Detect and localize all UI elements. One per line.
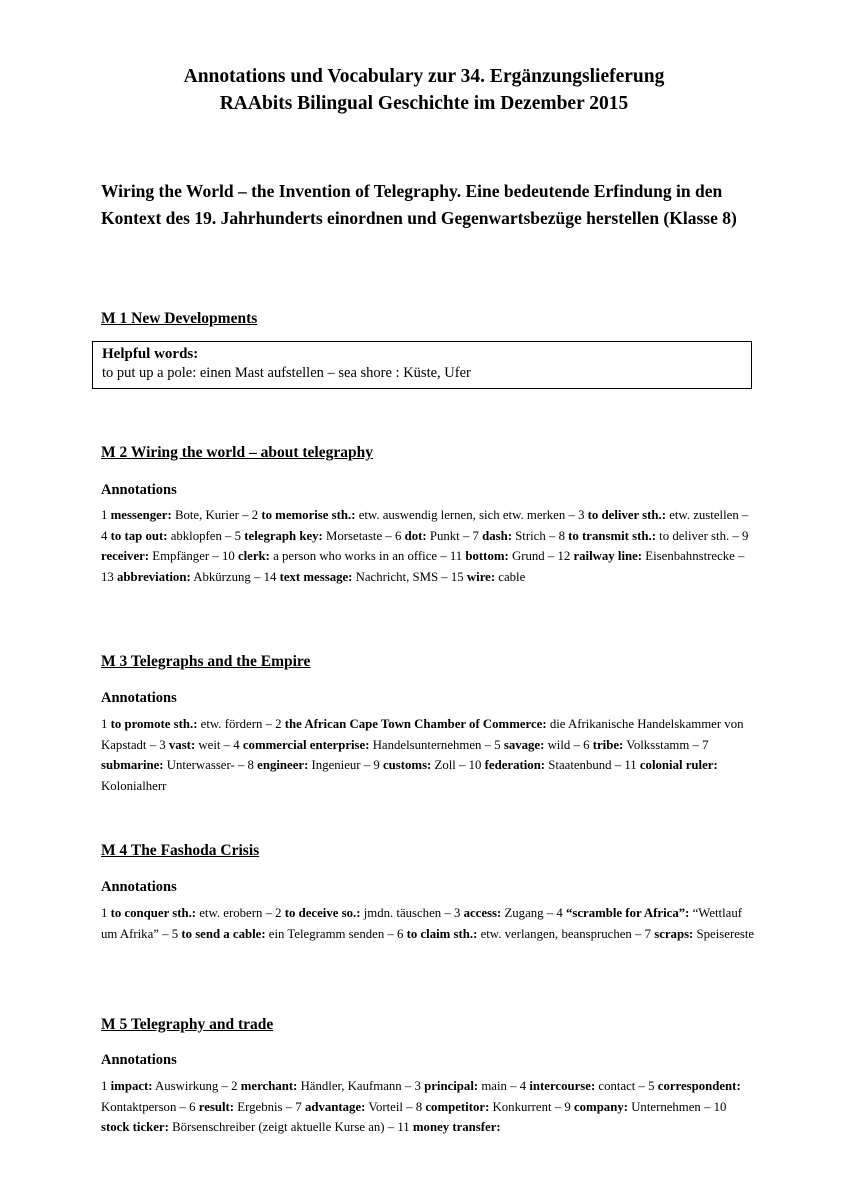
annotation-number: 10 (221, 549, 235, 563)
annotation-term: advantage: (304, 1099, 366, 1114)
annotation-number: 14 (263, 569, 277, 584)
annotation-definition: Kolonialherr (101, 778, 167, 793)
annotation-number: 9 (373, 758, 380, 772)
annotation-definition: Ergebnis (237, 1099, 283, 1114)
annotation-definition: “Wettlauf um Afrika” (101, 906, 743, 941)
annotation-item (101, 1079, 218, 1093)
annotation-number: 1 (101, 1079, 108, 1093)
helpful-words-text: to put up a pole: einen Mast aufstellen – sea shore : Küste, Ufer (102, 365, 471, 381)
annotation-item (416, 1100, 552, 1114)
annotation-item (264, 570, 439, 584)
annotation-term: telegraph key: (244, 528, 323, 543)
annotation-definition: etw. erobern (199, 906, 263, 920)
annotation-number: 15 (450, 569, 464, 584)
annotation-item (101, 906, 262, 920)
annotation-item (395, 529, 460, 543)
annotation-number: 6 (189, 1099, 196, 1114)
annotation-term: principal: (424, 1079, 479, 1093)
annotation-number: 3 (159, 737, 166, 752)
annotation-number: 5 (494, 737, 501, 752)
annotation-definition: Eisenbahnstrecke (645, 549, 735, 563)
annotation-term: to tap out: (110, 528, 168, 543)
annotation-definition: Strich (515, 528, 546, 543)
annotation-term: colonial ruler: (639, 758, 718, 772)
section-heading-m4: M 4 The Fashoda Crisis (101, 842, 260, 859)
annotation-item (159, 738, 220, 752)
annotation-item (414, 1079, 506, 1093)
section-heading-m1: M 1 New Developments (101, 310, 258, 327)
section-heading-m2: M 2 Wiring the world – about telegraphy (101, 444, 373, 461)
annotation-number: 3 (414, 1079, 421, 1093)
annotation-item (583, 738, 689, 752)
annotation-term: clerk: (237, 549, 270, 563)
annotation-definition: Unternehmen (631, 1099, 701, 1114)
annotation-number: 7 (644, 926, 652, 941)
annotation-definition: etw. auswendig lernen, sich etw. merken (358, 508, 566, 522)
annotation-definition: wild (547, 737, 571, 752)
annotation-item (397, 1120, 500, 1134)
annotation-number: 4 (519, 1079, 527, 1093)
annotation-item (578, 508, 739, 522)
annotation-definition: Börsenschreiber (zeigt aktuelle Kurse an) (172, 1120, 385, 1134)
annotation-number: 3 (578, 508, 585, 522)
annotation-item (222, 549, 437, 563)
annotation-term: customs: (382, 758, 432, 772)
annotation-definition: Speisereste (696, 926, 755, 941)
annotation-number: 11 (397, 1120, 410, 1134)
annotation-definition: main (481, 1079, 507, 1093)
annotation-item (231, 1079, 402, 1093)
annotation-number: 7 (295, 1099, 302, 1114)
annotations-label-m5: Annotations (101, 1052, 177, 1068)
annotation-item (557, 549, 734, 563)
annotation-term: dash: (482, 528, 512, 543)
annotation-term: savage: (503, 737, 545, 752)
annotation-term: to conquer sth.: (110, 906, 197, 920)
annotation-term: to deliver sth.: (587, 508, 666, 522)
annotation-term: result: (198, 1099, 235, 1114)
annotation-term: merchant: (240, 1079, 298, 1093)
annotation-term: bottom: (465, 549, 509, 563)
annotation-number: 11 (624, 758, 637, 772)
annotation-number: 13 (101, 569, 114, 584)
annotations-label-m4: Annotations (101, 879, 177, 895)
annotation-definition: cable (498, 569, 526, 584)
annotation-definition: Kontaktperson (101, 1099, 177, 1114)
helpful-words-box (92, 341, 752, 389)
annotation-term: to deceive so.: (284, 906, 361, 920)
annotation-definition: Volksstamm (626, 737, 690, 752)
annotation-number: 9 (564, 1099, 571, 1114)
annotation-definition: Punkt (429, 528, 460, 543)
annotation-definition: Zugang (504, 906, 544, 920)
annotation-definition: etw. verlangen, beanspruchen (480, 926, 632, 941)
annotation-term: stock ticker: (101, 1120, 169, 1134)
annotation-number: 5 (234, 528, 242, 543)
annotation-definition: abklopfen (170, 528, 222, 543)
annotation-term: access: (463, 906, 502, 920)
annotation-item (373, 758, 455, 772)
annotation-definition: Ingenieur (311, 758, 361, 772)
annotation-item (101, 570, 251, 584)
annotation-term: money transfer: (412, 1120, 501, 1134)
annotation-item (172, 927, 384, 941)
annotations-label-m3: Annotations (101, 690, 177, 706)
annotation-term: abbreviation: (117, 569, 191, 584)
annotation-term: to claim sth.: (406, 926, 478, 941)
annotation-definition: a person who works in an office (273, 549, 438, 563)
annotation-number: 5 (171, 926, 179, 941)
annotations-list-m2: 1 messenger: Bote, Kurier – 2 to memorise sth.: etw. auswendig lernen, sich etw. merken – 3 to deliver sth.: etw. zustellen – 4 to tap out: abklopfen – 5 telegraph key: Morsetaste – 6 dot: Punkt – 7 dash: Strich – 8 to transmit sth.: to deliver sth. – 9 receiver: Empfänger – 10 clerk: a person who works in an office – 11 bottom: Grund – 12 railway line: Eisenbahnstrecke – 13 abbreviation: Abkürzung – 14 text message: Nachricht, SMS – 15 wire: cable (101, 508, 749, 584)
annotation-term: to memorise sth.: (261, 508, 356, 522)
annotation-definition: Abkürzung (193, 569, 251, 584)
annotation-item (233, 738, 481, 752)
section-heading-m5: M 5 Telegraphy and trade (101, 1016, 274, 1033)
annotation-definition: Händler, Kaufmann (300, 1079, 402, 1093)
annotation-term: to promote sth.: (110, 717, 198, 731)
annotation-term: engineer: (257, 758, 309, 772)
annotation-term: the African Cape Town Chamber of Commerce: (284, 717, 547, 731)
annotation-number: 8 (415, 1099, 423, 1114)
annotation-definition: Bote, Kurier (174, 508, 239, 522)
annotation-item (469, 758, 612, 772)
annotation-term: railway line: (573, 549, 643, 563)
annotations-list-m3: 1 to promote sth.: etw. fördern – 2 the African Cape Town Chamber of Commerce: die Afrikanische Handelskammer von Kapstadt – 3 vast: weit – 4 commercial enterprise: Handelsunternehmen – 5 savage: wild – 6 tribe: Volksstamm – 7 submarine: Unterwasser- – 8 engineer: Ingenieur – 9 customs: Zoll – 10 federation: Staatenbund – 11 colonial ruler: Kolonialherr (101, 717, 744, 793)
annotation-item (454, 906, 544, 920)
annotation-term: receiver: (101, 549, 150, 563)
annotation-number: 7 (472, 528, 479, 543)
annotation-number: 10 (713, 1099, 727, 1114)
annotation-item (275, 906, 441, 920)
annotation-definition: Nachricht, SMS (355, 569, 439, 584)
annotation-definition: Auswirkung (155, 1079, 219, 1093)
annotation-term: federation: (484, 758, 546, 772)
document-title-line2: RAAbits Bilingual Geschichte im Dezember 2015 (219, 93, 629, 114)
annotation-definition: to deliver sth. (659, 528, 730, 543)
annotation-term: submarine: (101, 758, 164, 772)
annotation-term: “scramble for Africa”: (565, 906, 690, 920)
annotation-number: 6 (394, 528, 402, 543)
annotation-item (520, 1079, 636, 1093)
annotation-item (252, 508, 566, 522)
annotation-number: 2 (231, 1079, 238, 1093)
annotation-item (101, 717, 262, 731)
annotation-number: 6 (583, 737, 590, 752)
annotation-number: 9 (741, 528, 749, 543)
document-title-line1: Annotations und Vocabulary zur 34. Ergänzungslieferung (183, 66, 665, 87)
annotation-definition: Zoll (434, 758, 456, 772)
annotation-definition: Vorteil (368, 1099, 403, 1114)
annotations-label-m2: Annotations (101, 482, 177, 498)
annotation-term: to transmit sth.: (568, 528, 656, 543)
section-heading-m3: M 3 Telegraphs and the Empire (101, 653, 311, 670)
annotation-term: vast: (168, 737, 196, 752)
annotation-number: 4 (556, 906, 563, 920)
annotation-definition: die Afrikanische Handelskammer von Kapstadt (101, 717, 744, 752)
annotation-definition: jmdn. täuschen (363, 906, 442, 920)
annotation-number: 10 (468, 758, 482, 772)
annotation-term: wire: (466, 569, 496, 584)
annotation-term: impact: (110, 1079, 153, 1093)
annotation-item (494, 738, 570, 752)
annotation-term: dot: (404, 528, 427, 543)
annotation-number: 2 (275, 906, 282, 920)
annotation-number: 3 (453, 906, 461, 920)
annotation-number: 2 (275, 717, 282, 731)
annotation-number: 12 (557, 549, 571, 563)
annotation-number: 6 (397, 926, 404, 941)
annotation-item (450, 549, 545, 563)
annotation-definition: Handelsunternehmen (372, 737, 482, 752)
annotation-term: company: (573, 1099, 628, 1114)
annotation-number: 4 (233, 737, 240, 752)
annotation-item (564, 1100, 701, 1114)
annotation-definition: Unterwasser- (166, 758, 235, 772)
annotation-item (101, 508, 239, 522)
annotation-definition: Morsetaste (326, 528, 383, 543)
annotations-list-m5: 1 impact: Auswirkung – 2 merchant: Händler, Kaufmann – 3 principal: main – 4 intercourse: contact – 5 correspondent: Kontaktperson – 6 result: Ergebnis – 7 advantage: Vorteil – 8 competitor: Konkurrent – 9 company: Unternehmen – 10 stock ticker: Börsenschreiber (zeigt aktuelle Kurse an) – 11 money transfer: (101, 1079, 741, 1134)
annotation-definition: Staatenbund (548, 758, 612, 772)
annotation-item (189, 1100, 282, 1114)
annotation-item (397, 927, 632, 941)
annotation-definition: etw. fördern (200, 717, 263, 731)
annotation-number: 11 (449, 549, 463, 563)
annotation-number: 8 (558, 528, 565, 543)
annotation-item (248, 758, 361, 772)
annotation-definition: Empfänger (152, 549, 210, 563)
annotation-item (101, 529, 222, 543)
annotation-term: tribe: (592, 737, 624, 752)
annotation-item (235, 529, 383, 543)
annotation-number: 2 (251, 508, 259, 522)
annotation-item (451, 570, 525, 584)
annotation-number: 5 (648, 1079, 655, 1093)
annotation-term: text message: (279, 569, 353, 584)
annotation-term: intercourse: (529, 1079, 596, 1093)
annotation-item (473, 529, 546, 543)
annotation-number: 1 (101, 906, 108, 920)
annotation-number: 8 (247, 758, 254, 772)
annotation-term: to send a cable: (181, 926, 266, 941)
annotations-list-m4: 1 to conquer sth.: etw. erobern – 2 to deceive so.: jmdn. täuschen – 3 access: Zugang – 4 “scramble for Africa”: “Wettlauf um Afrika” – 5 to send a cable: ein Telegramm senden – 6 to claim sth.: etw. verlangen, beanspruchen – 7 scraps: Speisereste (101, 906, 755, 941)
annotation-number: 4 (101, 528, 108, 543)
annotation-definition: etw. zustellen (669, 508, 739, 522)
annotation-item (559, 529, 730, 543)
annotation-definition: Grund (511, 549, 545, 563)
annotation-term: commercial enterprise: (242, 737, 370, 752)
annotation-item (295, 1100, 403, 1114)
helpful-words-title: Helpful words: (102, 346, 199, 362)
unit-subtitle: Wiring the World – the Invention of Telegraphy. Eine bedeutende Erfindung in den Kontext des 19. Jahrhunderts einordnen und Gegenwartsbezüge herstellen (Klasse 8) (101, 181, 737, 228)
annotation-number: 7 (702, 737, 709, 752)
annotation-definition: ein Telegramm senden (268, 926, 385, 941)
annotation-term: correspondent: (657, 1079, 741, 1093)
annotation-number: 1 (101, 508, 108, 522)
annotation-item (645, 927, 755, 941)
annotation-number: 1 (101, 717, 108, 731)
annotation-definition: contact (598, 1079, 636, 1093)
annotation-definition: weit (198, 737, 221, 752)
annotation-term: competitor: (425, 1099, 490, 1114)
annotation-term: scraps: (654, 926, 694, 941)
annotation-term: messenger: (110, 508, 172, 522)
annotation-definition: Konkurrent (492, 1099, 552, 1114)
